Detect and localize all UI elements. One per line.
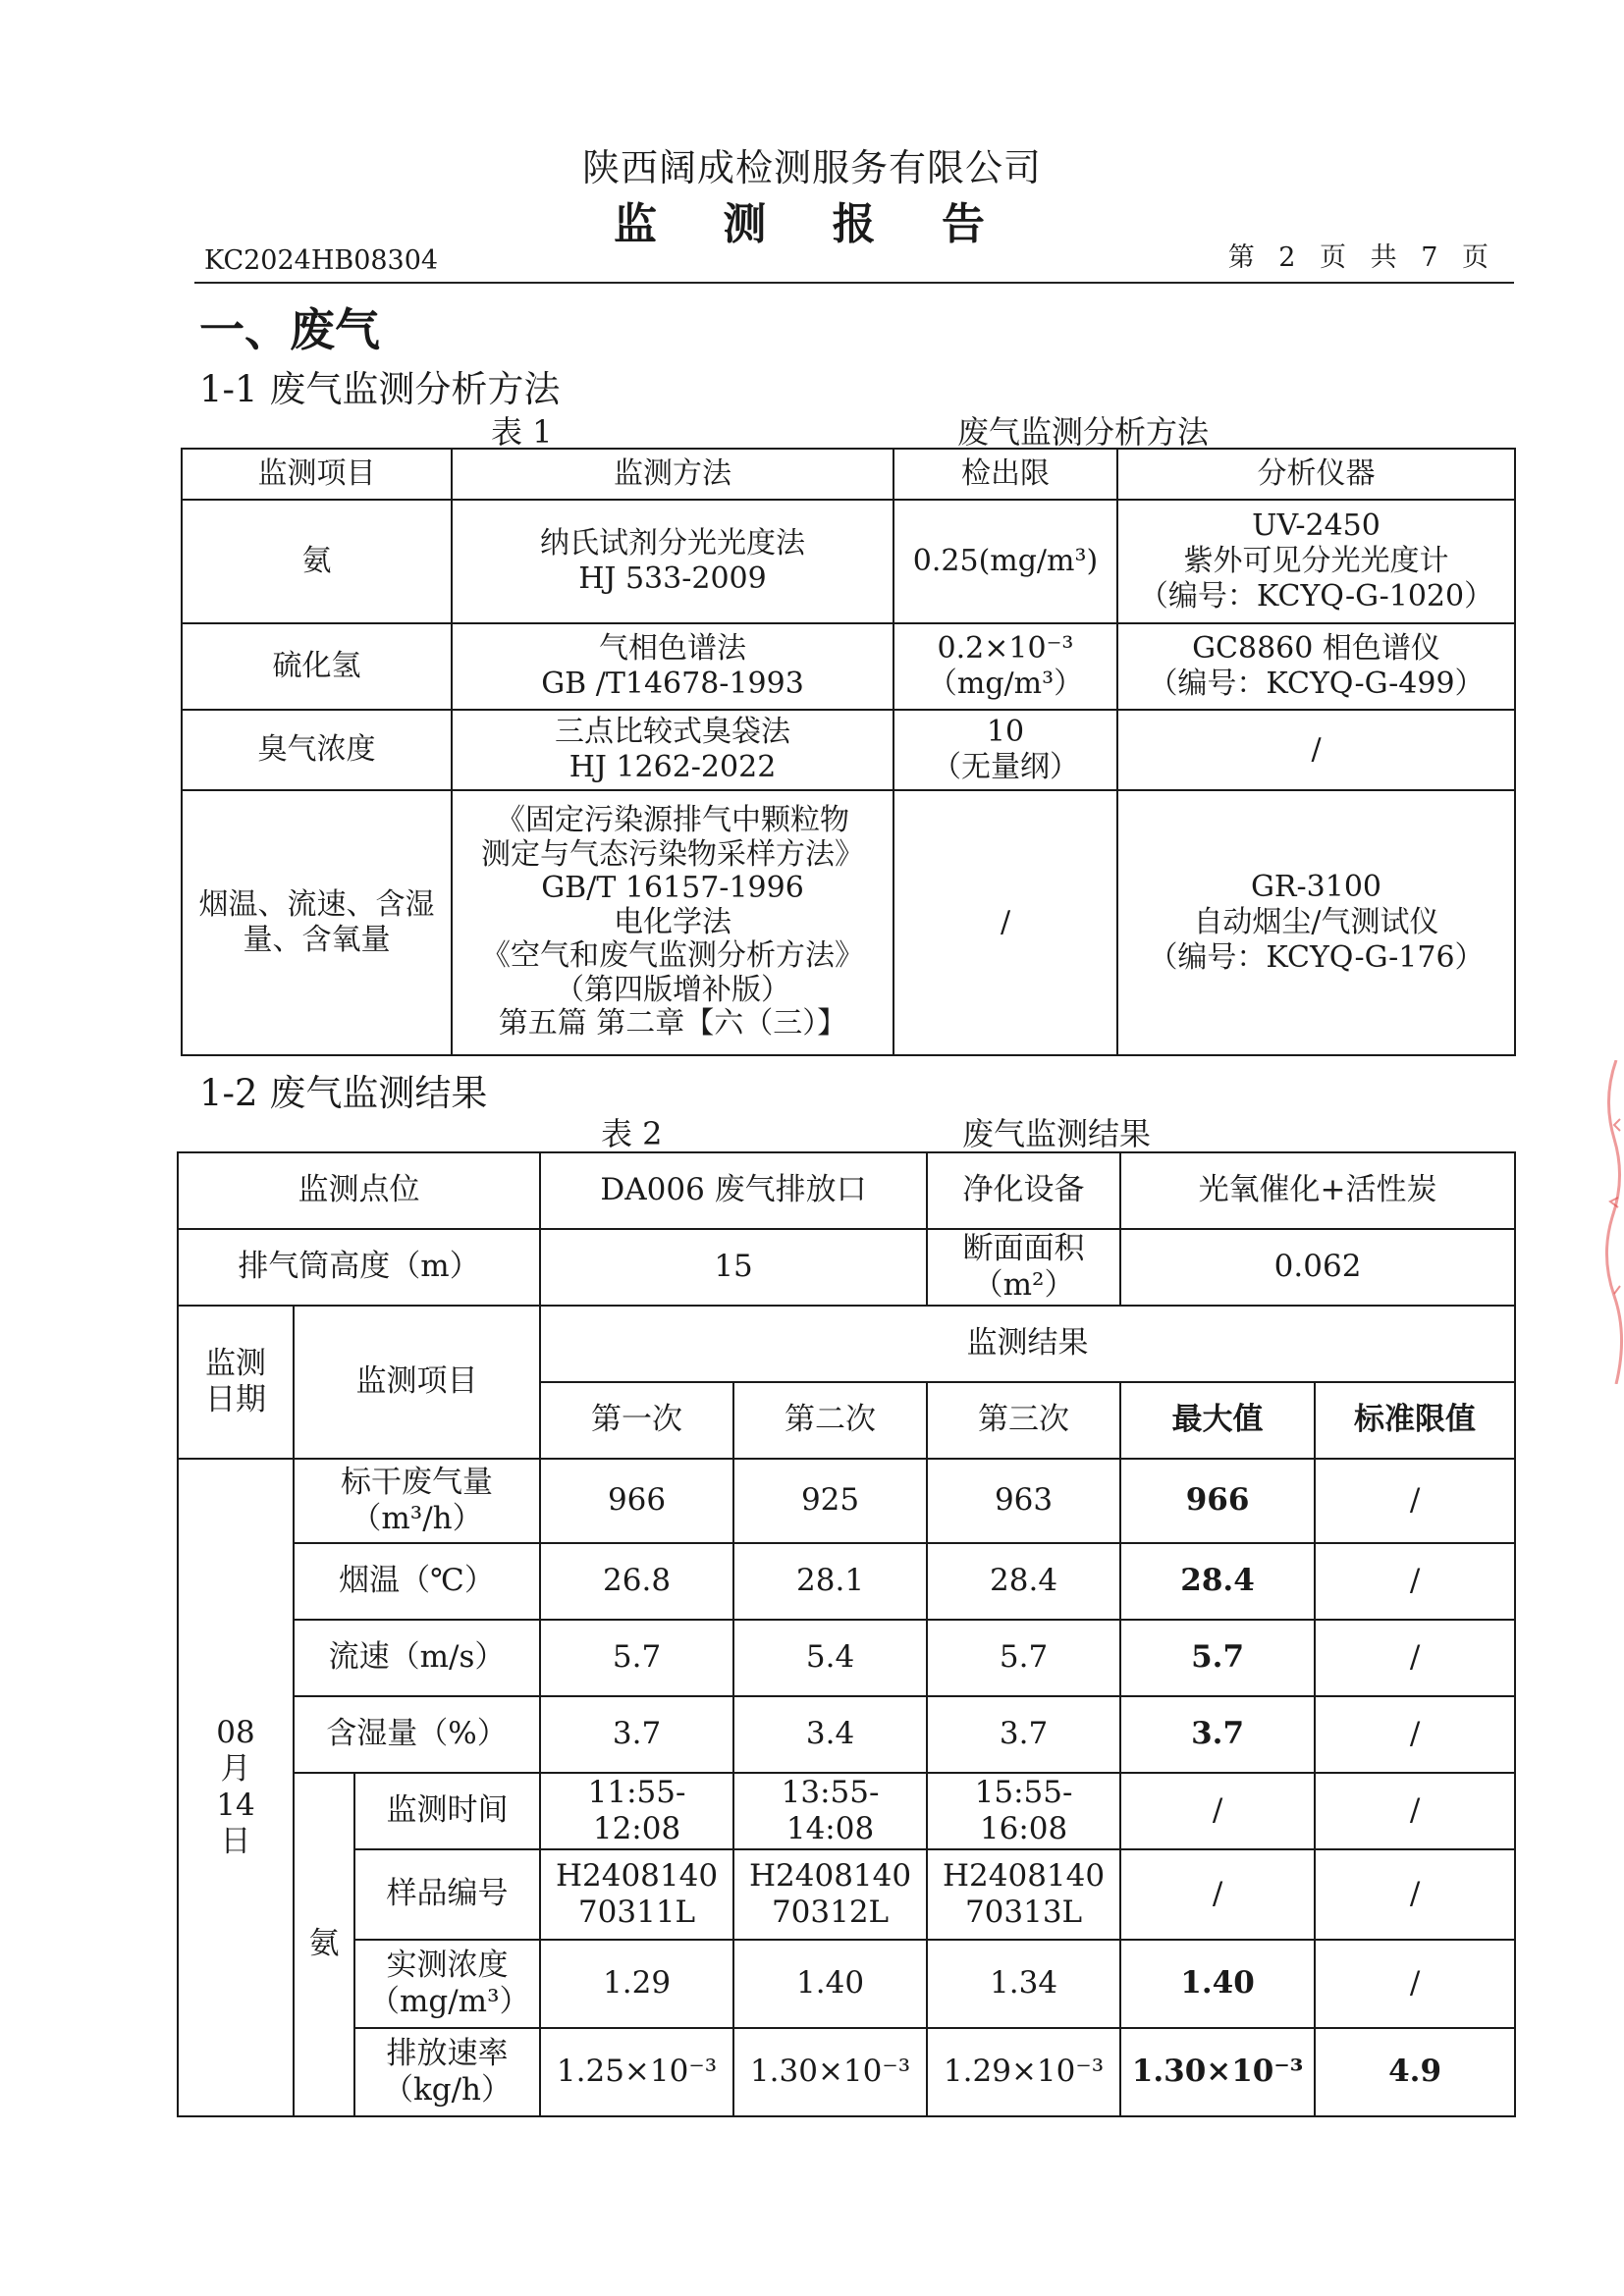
max-cell: 5.7 xyxy=(1120,1620,1315,1696)
info-row xyxy=(178,1152,1515,1229)
limit-cell: / xyxy=(1315,1543,1515,1620)
value-cell: 11:55-12:08 xyxy=(540,1773,733,1849)
table2-label: 表 2 xyxy=(601,1115,663,1152)
value-cell: 1.25×10⁻³ xyxy=(540,2028,733,2116)
item-cell: 样品编号 xyxy=(354,1849,540,1940)
table2-caption: 废气监测结果 xyxy=(962,1115,1152,1152)
value-cell: 3.4 xyxy=(733,1696,927,1773)
item-cell: 标干废气量（m³/h） xyxy=(294,1459,540,1543)
method-line: GB/T 16157-1996 xyxy=(541,871,804,906)
col-header: 第三次 xyxy=(927,1382,1120,1459)
col-header: 第一次 xyxy=(540,1382,733,1459)
value-cell: 925 xyxy=(733,1459,927,1543)
area-value: 0.062 xyxy=(1120,1229,1515,1306)
table-row xyxy=(178,2028,1515,2116)
height-label: 排气筒高度（m） xyxy=(178,1229,540,1306)
value-cell: 13:55-14:08 xyxy=(733,1773,927,1849)
methods-table-header xyxy=(182,449,1515,500)
table-row xyxy=(178,1620,1515,1696)
limit-line: 10 xyxy=(986,715,1025,749)
limit-line: （mg/m³） xyxy=(927,667,1084,701)
table1-caption: 废气监测分析方法 xyxy=(957,413,1210,451)
limit-cell: / xyxy=(1315,1940,1515,2028)
limit-line: / xyxy=(1000,905,1011,939)
header-divider xyxy=(194,282,1514,284)
limit-cell: / xyxy=(1315,1773,1515,1849)
seal-edge-fragment xyxy=(1597,1060,1624,1384)
method-cell xyxy=(452,623,893,710)
method-cell xyxy=(452,710,893,790)
max-cell: / xyxy=(1120,1849,1315,1940)
instrument-line: （编号：KCYQ-G-1020） xyxy=(1138,579,1494,614)
value-cell: 963 xyxy=(927,1459,1120,1543)
purify-label: 净化设备 xyxy=(927,1152,1120,1229)
limit-line: （无量纲） xyxy=(932,750,1079,784)
method-line: GB /T14678-1993 xyxy=(541,667,804,701)
value-cell: 1.29×10⁻³ xyxy=(927,2028,1120,2116)
instrument-line: UV-2450 xyxy=(1252,508,1380,543)
point-label: 监测点位 xyxy=(178,1152,540,1229)
group-label-ammonia: 氨 xyxy=(294,1773,354,2116)
section-title: 一、废气 xyxy=(199,303,380,356)
max-cell: 1.40 xyxy=(1120,1940,1315,2028)
area-label: 断面面积（m²） xyxy=(927,1229,1120,1306)
max-cell: / xyxy=(1120,1773,1315,1849)
method-line: HJ 1262-2022 xyxy=(568,750,777,784)
method-line: 纳氏试剂分光光度法 xyxy=(540,526,805,561)
table-row xyxy=(178,1773,1515,1849)
page-number: 第 2 页 共 7 页 xyxy=(1227,242,1496,273)
table-row xyxy=(182,623,1515,710)
instrument-line: GR-3100 xyxy=(1250,870,1382,904)
max-cell: 1.30×10⁻³ xyxy=(1120,2028,1315,2116)
value-cell: 26.8 xyxy=(540,1543,733,1620)
method-line: 《固定污染源排气中颗粒物 xyxy=(496,803,849,838)
table-row xyxy=(178,1940,1515,2028)
col-header-limit: 标准限值 xyxy=(1315,1382,1515,1459)
results-table xyxy=(177,1151,1516,2117)
limit-cell: / xyxy=(1315,1620,1515,1696)
max-cell: 966 xyxy=(1120,1459,1315,1543)
value-cell: 966 xyxy=(540,1459,733,1543)
point-value: DA006 废气排放口 xyxy=(540,1152,927,1229)
method-line: HJ 533-2009 xyxy=(578,561,767,596)
value-cell: 1.40 xyxy=(733,1940,927,2028)
method-line: （第四版增补版） xyxy=(555,972,790,1007)
item-cell: 烟温（℃） xyxy=(294,1543,540,1620)
subsection-title-methods: 1-1 废气监测分析方法 xyxy=(199,368,561,410)
header-row xyxy=(178,1306,1515,1382)
methods-table xyxy=(181,448,1516,1056)
method-line: 气相色谱法 xyxy=(599,631,746,666)
table-row xyxy=(182,710,1515,790)
header-cell: 检出限 xyxy=(893,449,1117,500)
item-cell: 实测浓度（mg/m³） xyxy=(354,1940,540,2028)
method-line: 电化学法 xyxy=(614,904,731,939)
item-cell: 排放速率（kg/h） xyxy=(354,2028,540,2116)
max-cell: 28.4 xyxy=(1120,1543,1315,1620)
value-cell: H240814070312L xyxy=(733,1849,927,1940)
date-cell: 08 月 14 日 xyxy=(178,1459,294,2116)
instrument-cell xyxy=(1117,500,1515,623)
instrument-line: / xyxy=(1311,732,1322,767)
limit-cell: / xyxy=(1315,1696,1515,1773)
method-cell xyxy=(452,500,893,623)
item-cell: 流速（m/s） xyxy=(294,1620,540,1696)
instrument-line: 自动烟尘/气测试仪 xyxy=(1193,905,1439,939)
header-cell: 监测项目 xyxy=(182,449,452,500)
item-cell: 臭气浓度 xyxy=(182,710,452,790)
item-cell: 监测时间 xyxy=(354,1773,540,1849)
value-cell: 1.34 xyxy=(927,1940,1120,2028)
info-row xyxy=(178,1229,1515,1306)
table-row xyxy=(182,790,1515,1055)
instrument-line: （编号：KCYQ-G-176） xyxy=(1148,940,1485,975)
instrument-line: 紫外可见分光光度计 xyxy=(1183,544,1449,578)
instrument-line: GC8860 相色谱仪 xyxy=(1192,631,1440,666)
purify-value: 光氧催化+活性炭 xyxy=(1120,1152,1515,1229)
limit-cell: 4.9 xyxy=(1315,2028,1515,2116)
table-row xyxy=(178,1696,1515,1773)
report-title: 监 测 报 告 xyxy=(614,199,1010,249)
limit-cell: / xyxy=(1315,1459,1515,1543)
value-cell: 1.30×10⁻³ xyxy=(733,2028,927,2116)
method-line: 《空气和废气监测分析方法》 xyxy=(481,938,864,974)
col-header: 第二次 xyxy=(733,1382,927,1459)
method-line: 三点比较式臭袋法 xyxy=(555,715,790,749)
report-number: KC2024HB08304 xyxy=(204,245,439,276)
value-cell: 5.4 xyxy=(733,1620,927,1696)
instrument-line: （编号：KCYQ-G-499） xyxy=(1148,667,1485,701)
company-name: 陕西阔成检测服务有限公司 xyxy=(581,146,1042,189)
value-cell: 28.1 xyxy=(733,1543,927,1620)
value-cell: H240814070313L xyxy=(927,1849,1120,1940)
header-cell: 监测方法 xyxy=(452,449,893,500)
limit-line: 0.25(mg/m³) xyxy=(912,544,1099,578)
height-value: 15 xyxy=(540,1229,927,1306)
limit-cell xyxy=(893,790,1117,1055)
limit-line: 0.2×10⁻³ xyxy=(937,631,1074,666)
limit-cell xyxy=(893,710,1117,790)
limit-cell: / xyxy=(1315,1849,1515,1940)
result-label: 监测结果 xyxy=(540,1306,1515,1382)
value-cell: 3.7 xyxy=(540,1696,733,1773)
table-row xyxy=(178,1543,1515,1620)
item-cell: 烟温、流速、含湿量、含氧量 xyxy=(182,790,452,1055)
method-line: 测定与气态污染物采样方法》 xyxy=(481,836,864,872)
method-cell xyxy=(452,790,893,1055)
item-cell: 硫化氢 xyxy=(182,623,452,710)
max-cell: 3.7 xyxy=(1120,1696,1315,1773)
instrument-cell xyxy=(1117,710,1515,790)
instrument-cell xyxy=(1117,790,1515,1055)
limit-cell xyxy=(893,623,1117,710)
table-row xyxy=(182,500,1515,623)
value-cell: 15:55-16:08 xyxy=(927,1773,1120,1849)
item-cell: 含湿量（%） xyxy=(294,1696,540,1773)
item-label: 监测项目 xyxy=(294,1306,540,1459)
header-cell: 分析仪器 xyxy=(1117,449,1515,500)
limit-cell xyxy=(893,500,1117,623)
col-header-max: 最大值 xyxy=(1120,1382,1315,1459)
table-row xyxy=(178,1459,1515,1543)
value-cell: 5.7 xyxy=(540,1620,733,1696)
value-cell: 28.4 xyxy=(927,1543,1120,1620)
method-line: 第五篇 第二章【六（三）】 xyxy=(498,1006,847,1041)
instrument-cell xyxy=(1117,623,1515,710)
value-cell: H240814070311L xyxy=(540,1849,733,1940)
value-cell: 5.7 xyxy=(927,1620,1120,1696)
table1-label: 表 1 xyxy=(491,413,553,451)
item-cell: 氨 xyxy=(182,500,452,623)
date-label: 监测日期 xyxy=(178,1306,294,1459)
value-cell: 3.7 xyxy=(927,1696,1120,1773)
value-cell: 1.29 xyxy=(540,1940,733,2028)
table-row xyxy=(178,1849,1515,1940)
subsection-title-results: 1-2 废气监测结果 xyxy=(199,1072,488,1114)
